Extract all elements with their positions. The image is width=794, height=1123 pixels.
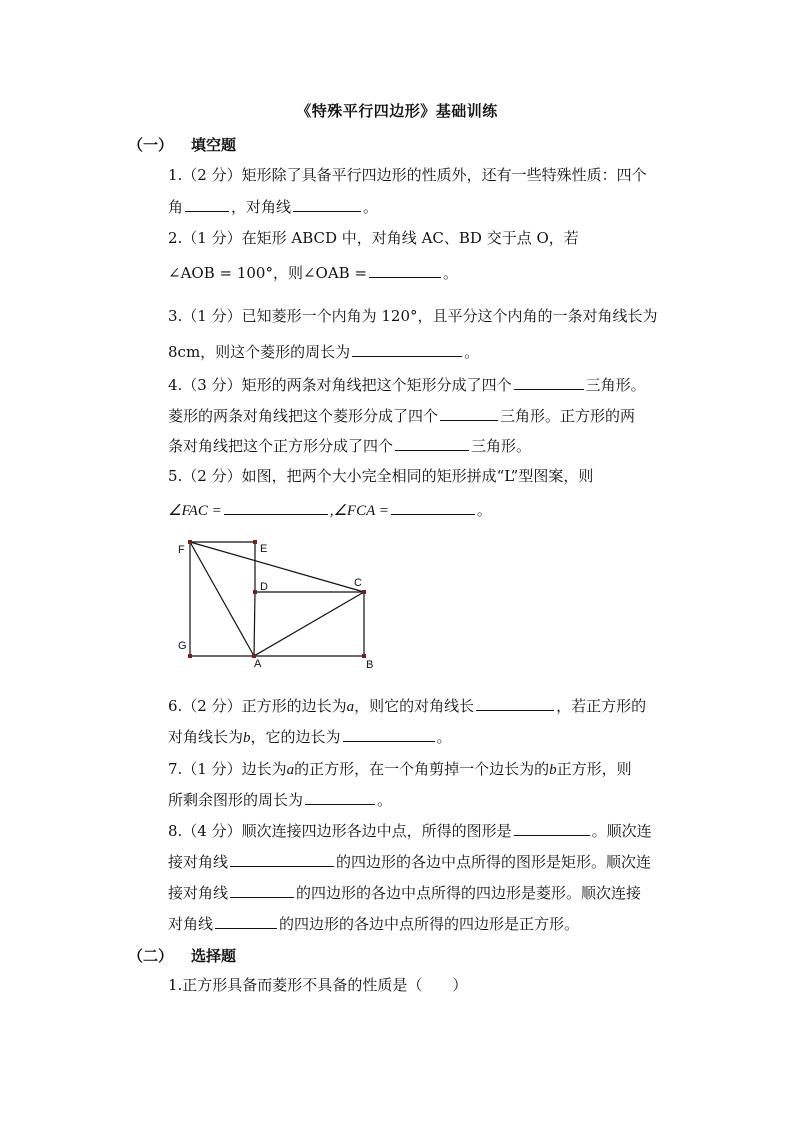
section-label: 选择题 bbox=[191, 947, 237, 965]
q4-text-a: 4.（3 分）矩形的两条对角线把这个矩形分成了四个 bbox=[168, 376, 512, 394]
q4-text-b: 三角形。 bbox=[585, 376, 646, 394]
section-heading-fill-blank bbox=[128, 134, 236, 155]
question-8-line-2 bbox=[168, 852, 676, 872]
segment-fc bbox=[190, 542, 364, 592]
label-g: G bbox=[178, 640, 187, 652]
q4-text-f: 三角形。 bbox=[471, 437, 532, 455]
q7-text-c: 正方形，则 bbox=[556, 760, 632, 778]
choice-question-1: 1.正方形具备而菱形不具备的性质是（ ） bbox=[168, 976, 468, 994]
q2-text-a: ∠AOB = 100°，则∠OAB = bbox=[168, 264, 368, 282]
question-2-line-2 bbox=[168, 263, 676, 283]
point-b-marker bbox=[362, 654, 366, 658]
question-7-line-2 bbox=[168, 790, 676, 810]
q8-text-a: 8.（4 分）顺次连接四边形各边中点，所得的图形是 bbox=[168, 822, 512, 840]
question-7-line-1 bbox=[168, 759, 676, 780]
q7-text-a: 7.（1 分）边长为 bbox=[168, 760, 287, 778]
point-c-marker bbox=[362, 590, 366, 594]
q7-answer-blank[interactable] bbox=[305, 790, 375, 805]
q8-answer-blank-4[interactable] bbox=[215, 914, 277, 929]
q2-answer-blank[interactable] bbox=[369, 263, 441, 278]
q8-answer-blank-3[interactable] bbox=[230, 883, 294, 898]
question-5-line-1: 5.（2 分）如图，把两个大小完全相同的矩形拼成“L”型图案，则 bbox=[168, 467, 594, 485]
q6-answer-blank-1[interactable] bbox=[476, 696, 554, 711]
q1-answer-blank-1[interactable] bbox=[185, 197, 229, 212]
question-5-line-2 bbox=[168, 500, 676, 521]
section-heading-multiple-choice bbox=[128, 945, 236, 966]
q4-answer-blank-2[interactable] bbox=[440, 406, 498, 421]
question-4-line-1 bbox=[168, 375, 676, 395]
q3-text-b: 。 bbox=[464, 343, 480, 361]
label-a: A bbox=[254, 658, 262, 670]
q4-answer-blank-1[interactable] bbox=[514, 375, 584, 390]
q5-angle-fac: ∠FAC = bbox=[168, 503, 222, 519]
question-3-line-1: 3.（1 分）已知菱形一个内角为 120°，且平分这个内角的一条对角线长为 bbox=[168, 307, 658, 325]
q6-answer-blank-2[interactable] bbox=[343, 727, 435, 742]
q5-answer-blank-2[interactable] bbox=[391, 500, 475, 515]
segment-ac bbox=[254, 592, 364, 656]
point-g-marker bbox=[188, 654, 192, 658]
point-e-marker bbox=[253, 540, 257, 544]
label-b: B bbox=[366, 659, 374, 671]
label-e: E bbox=[260, 543, 268, 555]
q5-angle-fca: ,∠FCA = bbox=[329, 503, 389, 519]
q8-text-e: 接对角线 bbox=[168, 884, 229, 902]
question-8-line-1 bbox=[168, 821, 676, 841]
q4-text-e: 条对角线把这个正方形分成了四个 bbox=[168, 437, 394, 455]
q6-var-a: a bbox=[346, 699, 355, 715]
point-f-marker bbox=[188, 540, 192, 544]
q4-answer-blank-3[interactable] bbox=[395, 436, 469, 451]
question-2-line-1: 2.（1 分）在矩形 ABCD 中，对角线 AC、BD 交于点 O，若 bbox=[168, 229, 579, 247]
question-8-line-4 bbox=[168, 914, 676, 934]
page-title: 《特殊平行四边形》基础训练 bbox=[296, 102, 498, 120]
q5-text-end: 。 bbox=[476, 501, 492, 519]
segment-fa bbox=[190, 542, 254, 656]
q1-text-c: 。 bbox=[363, 198, 379, 216]
q4-text-c: 菱形的两条对角线把这个菱形分成了四个 bbox=[168, 407, 439, 425]
section-label: 填空题 bbox=[191, 136, 237, 154]
q8-text-h: 的四边形的各边中点所得的四边形是正方形。 bbox=[279, 915, 580, 933]
q1-text-a: 角 bbox=[168, 198, 184, 216]
point-d-marker bbox=[253, 590, 257, 594]
question-4-line-3 bbox=[168, 436, 676, 456]
label-d: D bbox=[260, 581, 268, 593]
q8-answer-blank-2[interactable] bbox=[230, 852, 334, 867]
q6-text-a: 6.（2 分）正方形的边长为 bbox=[168, 697, 347, 715]
q8-text-g: 对角线 bbox=[168, 915, 214, 933]
q8-answer-blank-1[interactable] bbox=[514, 821, 590, 836]
q7-text-b: 的正方形，在一个角剪掉一个边长为的 bbox=[294, 760, 550, 778]
label-f: F bbox=[178, 544, 185, 556]
segment-da bbox=[254, 592, 255, 656]
question-6-line-2 bbox=[168, 727, 676, 748]
question-4-line-2 bbox=[168, 406, 676, 426]
q8-text-f: 的四边形的各边中点所得的四边形是菱形。顺次连接 bbox=[296, 884, 642, 902]
q7-text-d: 所剩余图形的周长为 bbox=[168, 791, 304, 809]
q7-var-b: b bbox=[549, 762, 557, 778]
q8-text-b: 。顺次连 bbox=[591, 822, 652, 840]
q6-text-f: 。 bbox=[436, 728, 452, 746]
question-1-line-2 bbox=[168, 197, 676, 217]
q3-text-a: 8cm，则这个菱形的周长为 bbox=[168, 343, 351, 361]
q6-text-e: ，它的边长为 bbox=[250, 728, 341, 746]
q2-text-b: 。 bbox=[443, 264, 459, 282]
question-8-line-3 bbox=[168, 883, 676, 903]
label-c: C bbox=[354, 577, 362, 589]
question-3-line-2 bbox=[168, 342, 676, 362]
q6-text-d: 对角线长为 bbox=[168, 728, 244, 746]
q8-text-d: 的四边形的各边中点所得的图形是矩形。顺次连 bbox=[336, 853, 652, 871]
question-6-line-1 bbox=[168, 696, 676, 717]
q6-var-b: b bbox=[243, 730, 251, 746]
q6-text-b: ，则它的对角线长 bbox=[354, 697, 475, 715]
q3-answer-blank[interactable] bbox=[352, 342, 462, 357]
question-1-line-1: 1.（2 分）矩形除了具备平行四边形的性质外，还有一些特殊性质：四个 bbox=[168, 166, 647, 184]
q1-answer-blank-2[interactable] bbox=[293, 197, 361, 212]
q5-answer-blank-1[interactable] bbox=[224, 500, 328, 515]
q8-text-c: 接对角线 bbox=[168, 853, 229, 871]
q1-text-b: ，对角线 bbox=[231, 198, 292, 216]
section-number: （一） bbox=[128, 136, 174, 154]
l-shape-rectangles-figure bbox=[170, 534, 390, 674]
q7-var-a: a bbox=[286, 762, 295, 778]
q7-text-e: 。 bbox=[377, 791, 393, 809]
q4-text-d: 三角形。正方形的两 bbox=[500, 407, 636, 425]
section-number: （二） bbox=[128, 947, 174, 965]
q6-text-c: ，若正方形的 bbox=[556, 697, 647, 715]
